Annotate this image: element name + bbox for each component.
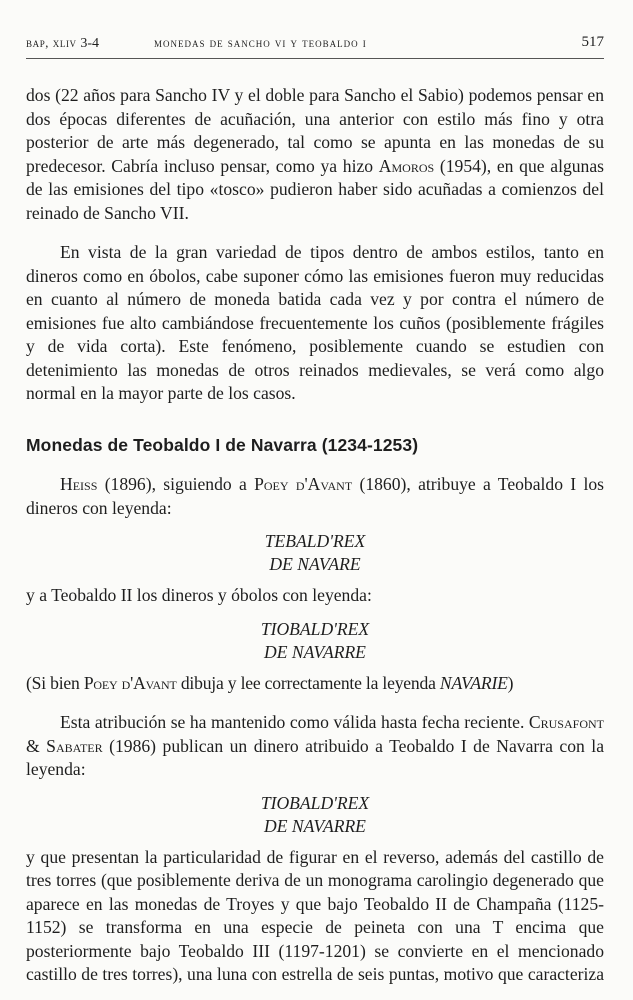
paragraph-1: dos (22 años para Sancho IV y el doble para Sancho el Sabio) podemos pensar en dos épocas diferentes de acuñación, una anterior con estilo más fino y otra posterior de arte más degenerado, tal como se apunta en las monedas de su predecesor. Cabría incluso pensar, como ya hizo Amoros (1954), en que algunas de las emisiones del tipo «tosco» pudieron haber sido acuñadas a comienzos del reinado de Sancho VII. (26, 85, 604, 223)
author-crusafont-sabater: Crusafont & Sabater (26, 712, 604, 756)
author-heiss: Heiss (60, 474, 98, 494)
paragraph-2: En vista de la gran variedad de tipos dentro de ambos estilos, tanto en dineros como en óbolos, cabe suponer cómo las emisiones fueron muy reducidas en cuanto al número de moneda batida cada vez y por contra el número de emisiones fue alto cambiándose frecuentemente los cuños (posiblemente frágiles y de vida corta). Este fenómeno, posiblemente cuando se estudien con detenimiento las monedas de otros reinados medievales, se verá como algo normal en la mayor parte de los casos. (26, 242, 604, 403)
page-body (26, 84, 604, 987)
coin-legend-1: TEBALD'REX DE NAVARE (264, 531, 366, 574)
paragraph-5: (Si bien Poey d'Avant dibuja y lee correctamente la leyenda NAVARIE) (26, 672, 514, 693)
paragraph-3: Heiss (1896), siguiendo a Poey d'Avant (1860), atribuye a Teobaldo I los dineros con leyenda: (26, 474, 604, 518)
author-poey: Poey d'Avant (254, 474, 353, 494)
coin-legend-3: TIOBALD'REX DE NAVARRE (260, 792, 370, 836)
page-number: 517 (581, 34, 604, 50)
author-poey: Poey d'Avant (83, 672, 177, 693)
paragraph-7: y que presentan la particularidad de figurar en el reverso, además del castillo de tres torres (que posiblemente deriva de un monograma carolingio degenerado que aparece en las monedas de Troyes y que bajo Teobaldo II de Champaña (1125-1152) se transforma en una especie de peineta con una T encima que posteriormente bajo Teobaldo III (1197-1201) se convierte en el mencionado castillo de tres torres), una luna con estrella de seis puntas, motivo que caracteriza (26, 846, 604, 984)
running-title: monedas de sancho vi y teobaldo i (154, 36, 367, 50)
coin-legend-2: TIOBALD'REX DE NAVARRE (260, 618, 370, 662)
journal-reference (26, 36, 99, 52)
header-rule (26, 58, 604, 59)
author-amoros: Amoros (378, 155, 435, 176)
section-heading: Monedas de Teobaldo I de Navarra (1234-1253) (26, 434, 419, 455)
running-header (26, 34, 604, 54)
issue-number: 3-4 (80, 36, 100, 51)
paragraph-6: Esta atribución se ha mantenido como válida hasta fecha reciente. Crusafont & Sabater (1986) publican un dinero atribuido a Teobaldo I de Navarra con la leyenda: (26, 712, 605, 779)
journal-abbrev: bap, xliv (26, 36, 77, 50)
paragraph-4: y a Teobaldo II los dineros y óbolos con leyenda: (26, 585, 372, 605)
legend-navarie: NAVARIE (439, 672, 508, 693)
